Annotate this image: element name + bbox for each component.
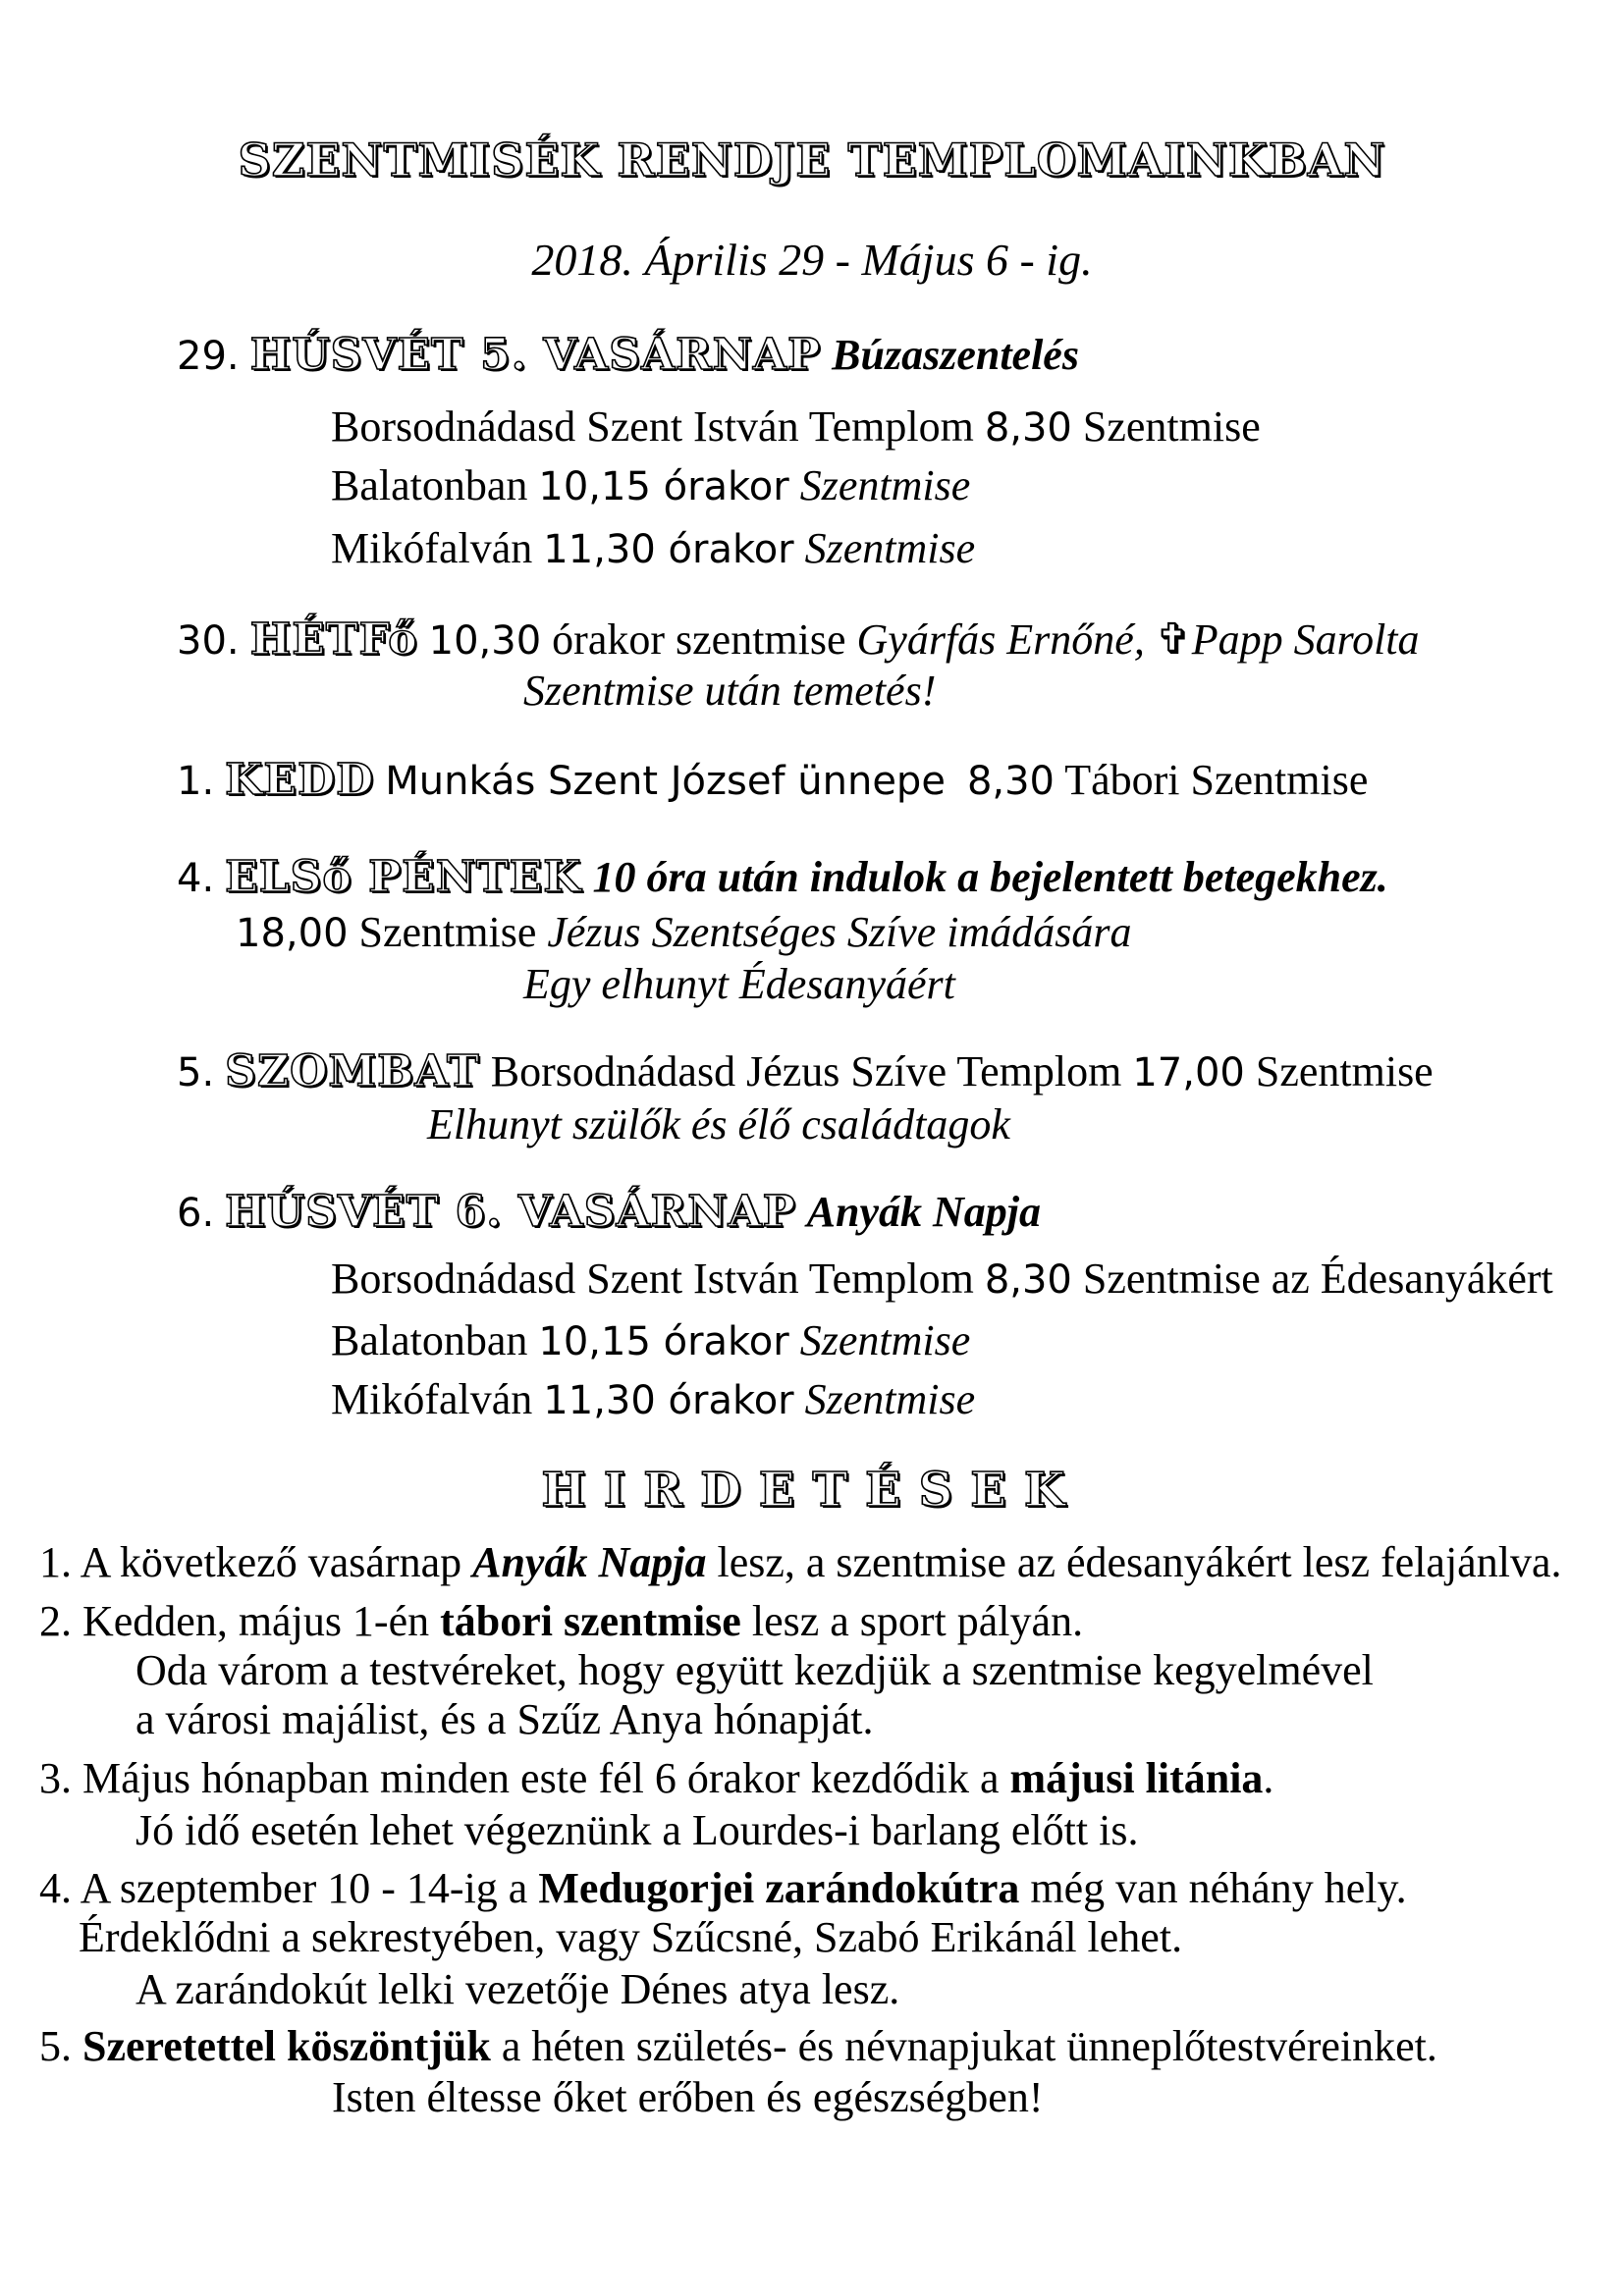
announcement-4-line-3: A zarándokút lelki vezetője Dénes atya lesz. [135,1965,900,2013]
date-range: 2018. Április 29 - Május 6 - ig. [531,235,1093,285]
day-6-line-3: Mikófalván 11,30 órakor Szentmise [331,1375,976,1423]
day-29-heading: 29. HÚSVÉT 5. VASÁRNAP Búzaszentelés [177,330,1079,380]
day-1-heading: 1. KEDD Munkás Szent József ünnepe 8,30 Tábori Szentmise [177,755,1369,805]
day-6-line-1: Borsodnádasd Szent István Templom 8,30 Szentmise az Édesanyákért [331,1255,1553,1303]
announcement-4-line-2: Érdeklődni a sekrestyében, vagy Szűcsné, Szabó Erikánál lehet. [79,1913,1183,1961]
day-29-line-2: Balatonban 10,15 órakor Szentmise [331,461,971,509]
day-5-heading: 5. SZOMBAT Borsodnádasd Jézus Szíve Templom 17,00 Szentmise [177,1046,1434,1096]
announcement-2: 2. Kedden, május 1-én tábori szentmise lesz a sport pályán. [39,1597,1084,1645]
day-6-heading: 6. HÚSVÉT 6. VASÁRNAP Anyák Napja [177,1187,1042,1237]
day-30-note: Szentmise után temetés! [523,667,937,715]
day-4-intention: Egy elhunyt Édesanyáért [523,960,955,1008]
day-30-heading: 30. HÉTFő 10,30 órakor szentmise Gyárfás Ernőné, ✞Papp Sarolta [177,614,1420,665]
cross-icon: ✞ [1155,615,1192,664]
announcement-2-line-3: a városi majálist, és a Szűz Anya hónapját. [135,1695,874,1743]
day-6-line-2: Balatonban 10,15 órakor Szentmise [331,1316,971,1364]
day-4-mass: 18,00 Szentmise Jézus Szentséges Szíve imádására [236,908,1132,956]
day-5-intention: Elhunyt szülők és élő családtagok [427,1100,1010,1148]
announcement-5: 5. Szeretettel köszöntjük a héten születés- és névnapjukat ünneplőtestvéreinket. [39,2022,1437,2070]
announcement-5-line-2: Isten éltesse őket erőben és egészségben! [332,2073,1044,2121]
announcement-3: 3. Május hónapban minden este fél 6 órakor kezdődik a májusi litánia. [39,1754,1274,1802]
announcement-1: 1. A következő vasárnap Anyák Napja lesz, a szentmise az édesanyákért lesz felajánlva. [39,1538,1562,1586]
day-29-line-3: Mikófalván 11,30 órakor Szentmise [331,524,976,572]
day-29-line-1: Borsodnádasd Szent István Templom 8,30 Szentmise [331,402,1261,451]
page-title: SZENTMISÉK RENDJE TEMPLOMAINKBAN [238,133,1386,187]
announcements-heading: HIRDETÉSEK [541,1463,1083,1518]
announcement-2-line-2: Oda várom a testvéreket, hogy együtt kezdjük a szentmise kegyelmével [135,1646,1374,1694]
announcement-3-line-2: Jó idő esetén lehet végeznünk a Lourdes-i barlang előtt is. [135,1806,1139,1854]
day-4-heading: 4. ELSő PÉNTEK 10 óra után indulok a bejelentett betegekhez. [177,852,1388,902]
announcement-4: 4. A szeptember 10 - 14-ig a Medugorjei zarándokútra még van néhány hely. [39,1864,1407,1912]
